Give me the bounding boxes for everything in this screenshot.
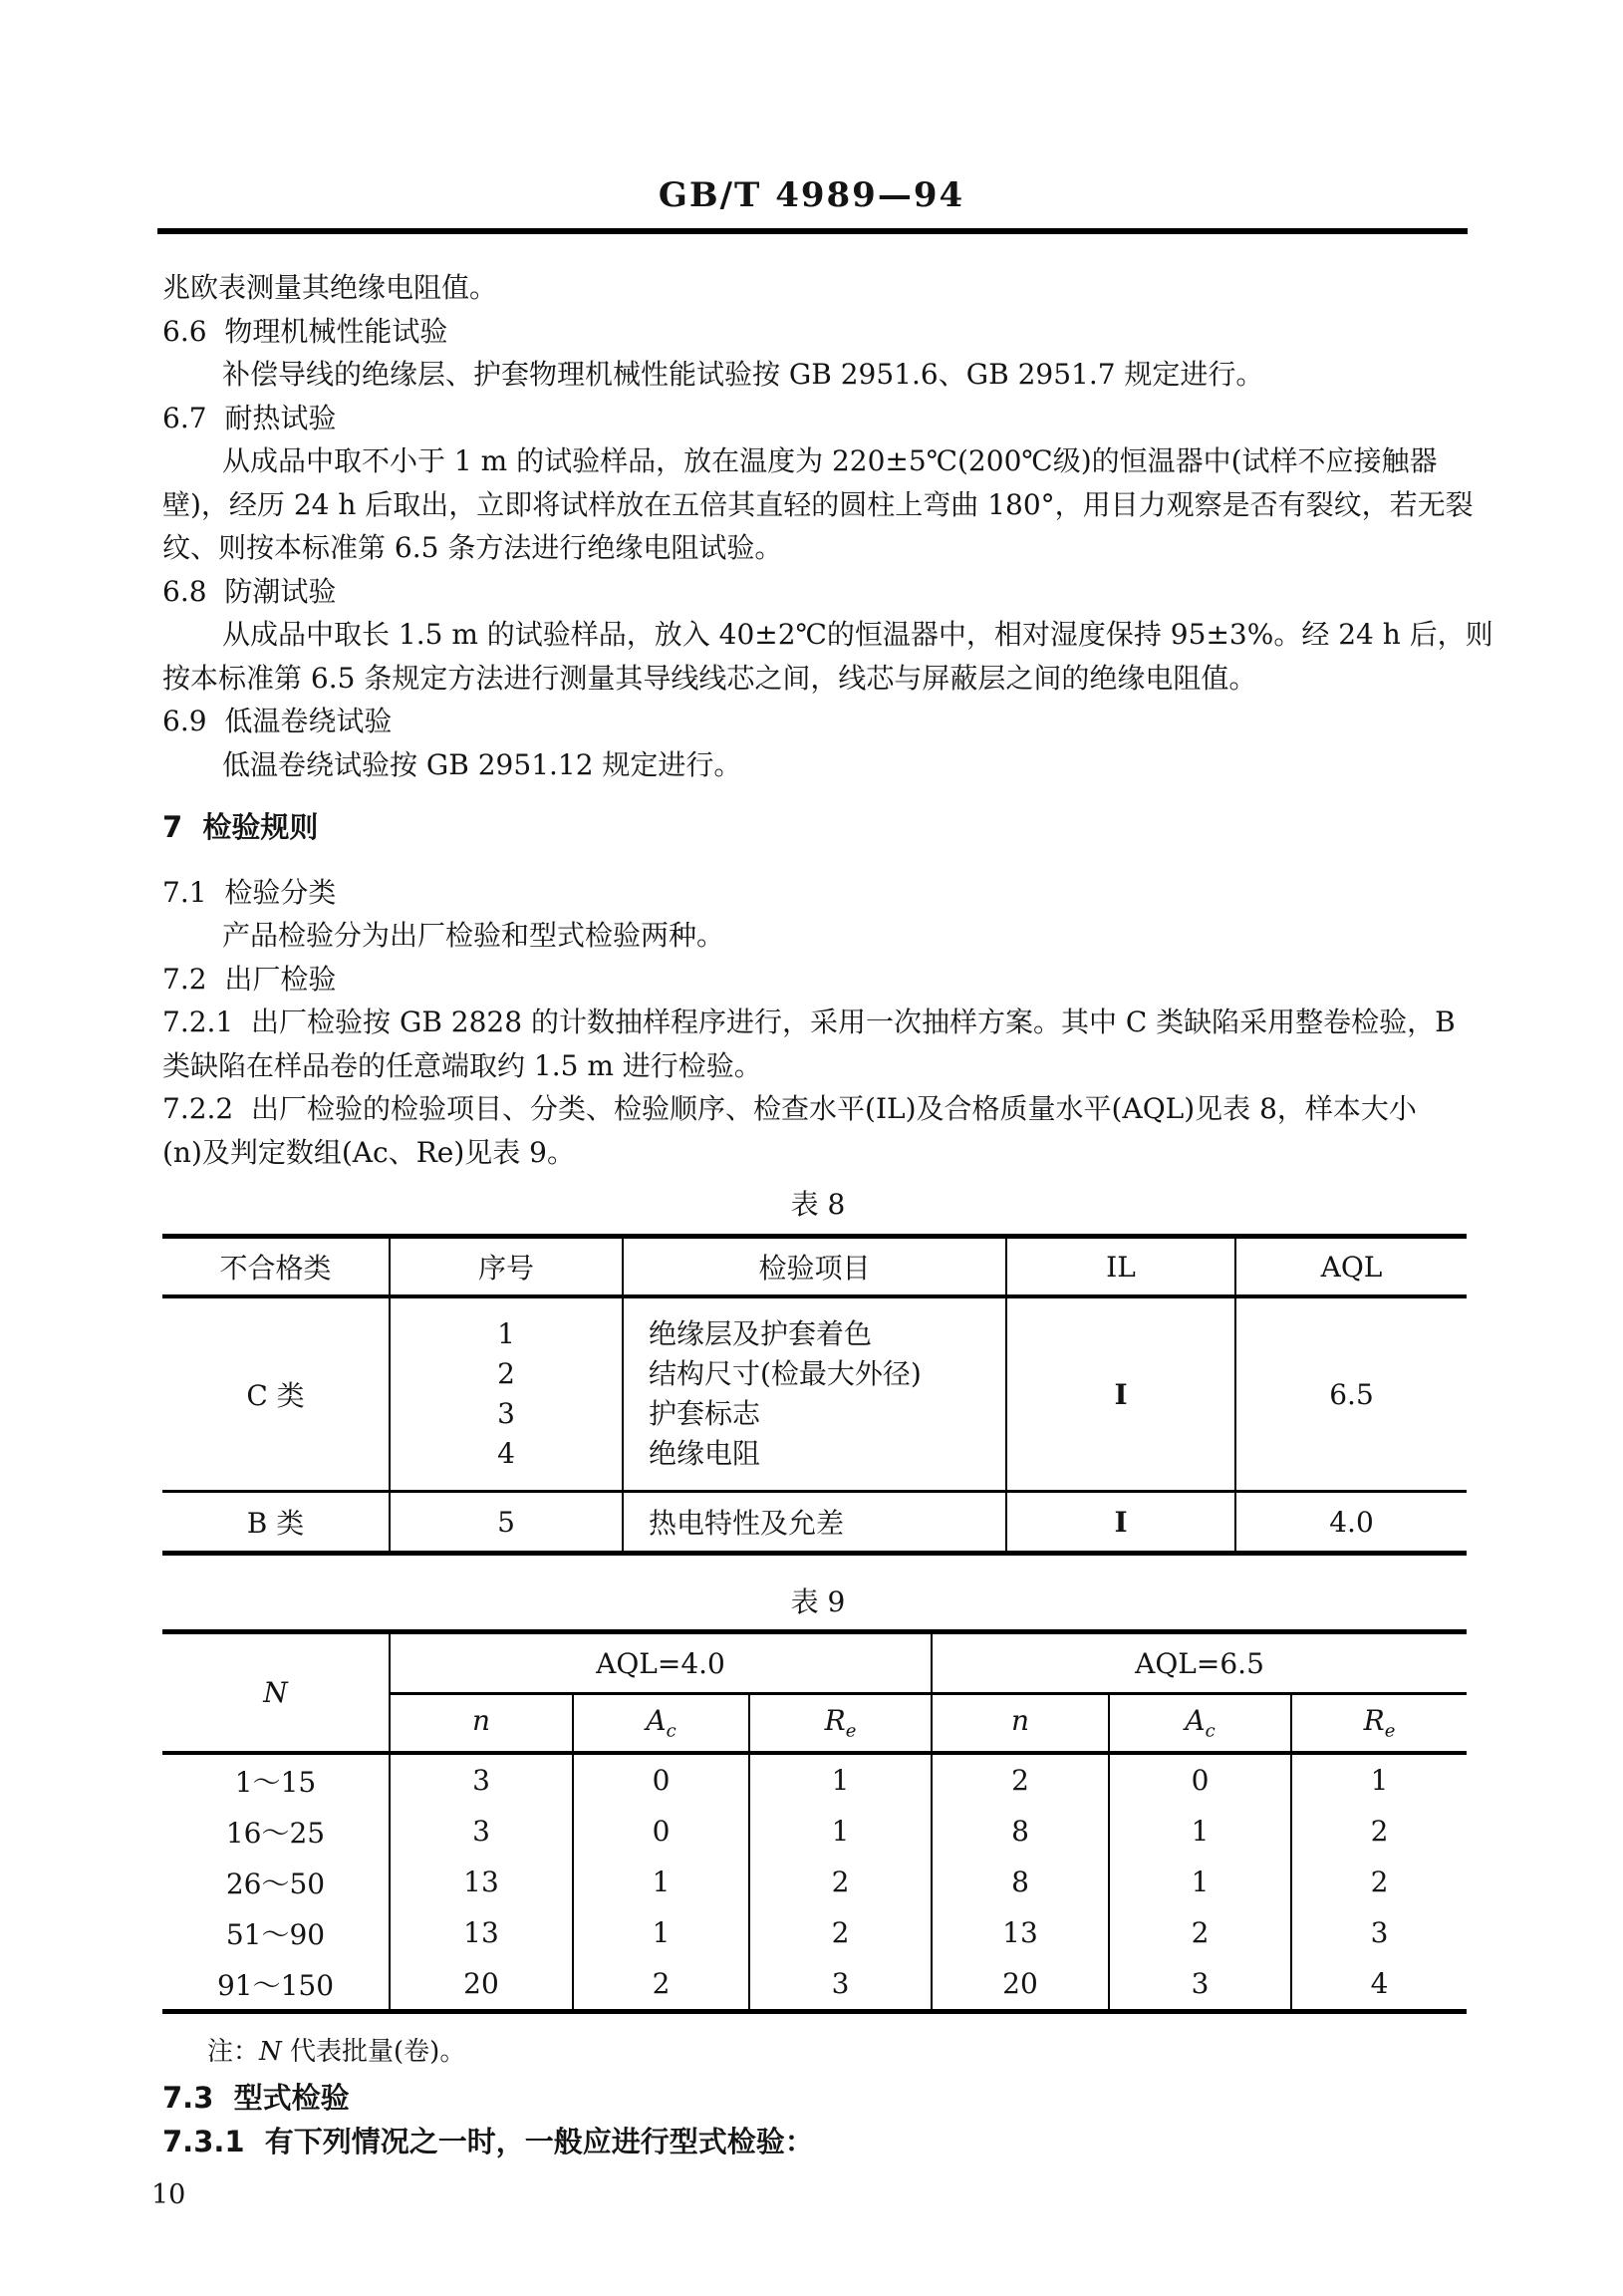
table9-header-n [162, 1632, 390, 1754]
text-line: 从成品中取长 1.5 m 的试验样品，放入 40±2℃的恒温器中，相对湿度保持 95±3%。经 24 h 后，则 [222, 618, 1493, 651]
table9-subheader [749, 1694, 932, 1754]
table-cell: 0 [573, 1806, 749, 1857]
table-cell: 4 [1291, 1958, 1467, 2012]
clause-heading-6-7: 6.7 耐热试验 [162, 401, 337, 434]
symbol-subscript: c [1205, 1720, 1216, 1742]
note-symbol-n: N [259, 2037, 282, 2067]
symbol-base: n [1010, 1704, 1030, 1738]
table-cell: 3 [390, 1753, 573, 1806]
seq-number: 4 [497, 1437, 515, 1470]
table-row [162, 1753, 1467, 1806]
seq-number: 3 [497, 1397, 515, 1430]
table-cell: 3 [749, 1958, 932, 2012]
text-line: 壁)，经历 24 h 后取出，立即将试样放在五倍其直轻的圆柱上弯曲 180°，用目力观察是否有裂纹，若无裂 [162, 487, 1474, 521]
symbol-base: R [1363, 1704, 1385, 1738]
table-cell: C 类 [162, 1296, 390, 1492]
table-cell: 1 [749, 1806, 932, 1857]
text-line: 补偿导线的绝缘层、护套物理机械性能试验按 GB 2951.6、GB 2951.7 规定进行。 [222, 358, 1264, 391]
text-line: 产品检验分为出厂检验和型式检验两种。 [222, 919, 725, 952]
table9-subheader [1109, 1694, 1291, 1754]
text-line: (n)及判定数组(Ac、Re)见表 9。 [162, 1135, 575, 1169]
note-suffix: 代表批量(卷)。 [281, 2037, 466, 2067]
clause-heading-7-3-1: 7.3.1 有下列情况之一时，一般应进行型式检验： [162, 2125, 814, 2158]
table-cell: 3 [1109, 1958, 1291, 2012]
table8-header-il: IL [1006, 1237, 1235, 1297]
table-cell: 2 [749, 1857, 932, 1907]
text-line: 低温卷绕试验按 GB 2951.12 规定进行。 [222, 747, 742, 781]
table-cell: 热电特性及允差 [623, 1492, 1006, 1554]
table-cell: 8 [932, 1806, 1109, 1857]
table-cell: 5 [390, 1492, 623, 1554]
text-line: 兆欧表测量其绝缘电阻值。 [162, 271, 498, 304]
table-cell: 1 [1109, 1806, 1291, 1857]
table-cell: 13 [932, 1907, 1109, 1958]
clause-heading-6-8: 6.8 防潮试验 [162, 574, 337, 608]
clause-heading-7-3: 7.3 型式检验 [162, 2081, 350, 2115]
text-line: 纹、则按本标准第 6.5 条方法进行绝缘电阻试验。 [162, 531, 783, 564]
doc-header-title: GB/T 4989—94 [658, 175, 965, 215]
page-number: 10 [151, 2179, 186, 2210]
table-9 [162, 1629, 1467, 2014]
symbol-n-capital: N [263, 1676, 288, 1709]
text-line: 按本标准第 6.5 条规定方法进行测量其导线线芯之间，线芯与屏蔽层之间的绝缘电阻值。 [162, 661, 1257, 695]
clause-heading-7-2: 7.2 出厂检验 [162, 962, 337, 996]
table8-header-item: 检验项目 [623, 1237, 1006, 1297]
table-cell [623, 1296, 1006, 1492]
table-cell: 2 [1291, 1857, 1467, 1907]
table-cell: Ⅰ [1006, 1296, 1235, 1492]
table-cell: 0 [573, 1753, 749, 1806]
table-row [162, 1857, 1467, 1907]
table-cell [390, 1296, 623, 1492]
table-cell: B 类 [246, 1507, 305, 1540]
closing-clauses [162, 2076, 1474, 2163]
batch-range: 91～150 [216, 1968, 335, 2002]
inspection-item: 绝缘电阻 [649, 1437, 761, 1470]
table8-row-b [162, 1492, 1467, 1554]
symbol-base: R [824, 1704, 846, 1738]
symbol-base: A [1185, 1704, 1206, 1738]
table-cell: 3 [390, 1806, 573, 1857]
table9-subheader [390, 1694, 573, 1754]
table-cell: 0 [1109, 1753, 1291, 1806]
seq-number: 2 [497, 1357, 515, 1390]
table-cell: 2 [1291, 1806, 1467, 1857]
symbol-base: A [646, 1704, 667, 1738]
table9-group-header-row [162, 1632, 1467, 1694]
batch-range: 16～25 [225, 1816, 326, 1850]
symbol-subscript: c [666, 1720, 676, 1742]
table-8 [162, 1234, 1467, 1556]
table-cell: 13 [390, 1857, 573, 1907]
table-row [162, 1958, 1467, 2012]
table9-header-aql-6-5: AQL=6.5 [932, 1632, 1467, 1694]
text-line: 从成品中取不小于 1 m 的试验样品，放在温度为 220±5℃(200℃级)的恒温器中(试样不应接触器 [222, 444, 1438, 477]
document-body [162, 266, 1493, 2163]
table9-header-aql-4-0: AQL=4.0 [390, 1632, 932, 1694]
table-cell: 2 [932, 1753, 1109, 1806]
clause-heading-6-6: 6.6 物理机械性能试验 [162, 314, 448, 348]
table8-header-seq: 序号 [390, 1237, 623, 1297]
table-cell: 2 [749, 1907, 932, 1958]
header-rule [157, 228, 1468, 234]
inspection-item: 绝缘层及护套着色 [649, 1317, 873, 1350]
table-cell: 1 [749, 1753, 932, 1806]
table9-subheader [1291, 1694, 1467, 1754]
batch-range: 51～90 [225, 1917, 326, 1951]
symbol-base: n [471, 1704, 491, 1738]
inspection-item: 护套标志 [649, 1397, 761, 1430]
clause-heading-6-9: 6.9 低温卷绕试验 [162, 705, 393, 737]
inspection-item: 结构尺寸(检最大外径) [649, 1357, 922, 1390]
table-cell: 20 [932, 1958, 1109, 2012]
symbol-subscript: e [1384, 1720, 1396, 1742]
batch-range: 1～15 [234, 1765, 317, 1799]
table-row [162, 1806, 1467, 1857]
table9-caption: 表 9 [790, 1585, 846, 1618]
table-cell: 1 [1291, 1753, 1467, 1806]
table8-header-defect-class: 不合格类 [162, 1237, 390, 1297]
table9-subheader [932, 1694, 1109, 1754]
note-prefix: 注： [207, 2037, 260, 2067]
table-cell: 8 [932, 1857, 1109, 1907]
text-line: 7.2.1 出厂检验按 GB 2828 的计数抽样程序进行，采用一次抽样方案。其中 C 类缺陷采用整卷检验，B [162, 1005, 1456, 1038]
clause-heading-7: 7 检验规则 [162, 810, 319, 844]
table-cell: 20 [390, 1958, 573, 2012]
table-cell: 3 [1291, 1907, 1467, 1958]
table-cell: 2 [573, 1958, 749, 2012]
table8-header-aql: AQL [1235, 1237, 1467, 1297]
table-row [162, 1907, 1467, 1958]
table-cell: 1 [573, 1907, 749, 1958]
table-cell: 13 [390, 1907, 573, 1958]
table8-row-c [162, 1296, 1467, 1492]
table-cell: Ⅰ [1006, 1492, 1235, 1554]
seq-number: 1 [497, 1317, 515, 1350]
table-cell: 2 [1109, 1907, 1291, 1958]
table-cell: 1 [1109, 1857, 1291, 1907]
table8-header-row [162, 1237, 1467, 1297]
clause-heading-7-1: 7.1 检验分类 [162, 875, 337, 909]
symbol-subscript: e [845, 1720, 857, 1742]
text-line: 7.2.2 出厂检验的检验项目、分类、检验顺序、检查水平(IL)及合格质量水平(AQL)见表 8，样本大小 [162, 1092, 1417, 1125]
table9-subheader [573, 1694, 749, 1754]
text-line: 类缺陷在样品卷的任意端取约 1.5 m 进行检验。 [162, 1048, 762, 1082]
batch-range: 26～50 [225, 1866, 326, 1900]
table-cell: 1 [573, 1857, 749, 1907]
table8-caption: 表 8 [790, 1188, 846, 1221]
table-cell: 6.5 [1235, 1296, 1467, 1492]
table-cell: 4.0 [1235, 1492, 1467, 1554]
table9-note [207, 2036, 1474, 2068]
